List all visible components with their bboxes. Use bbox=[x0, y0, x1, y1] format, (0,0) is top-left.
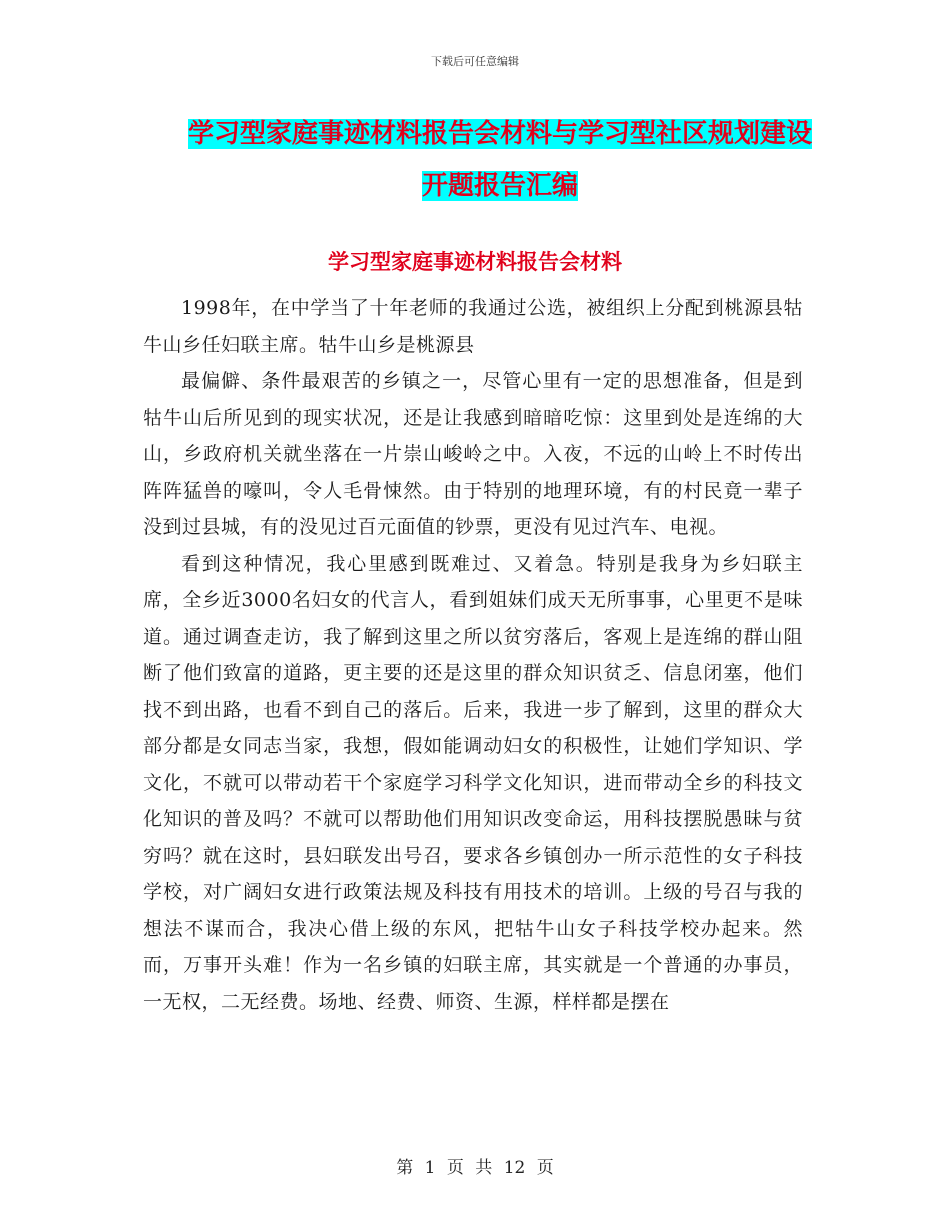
document-title bbox=[180, 108, 820, 212]
paragraph: 看到这种情况，我心里感到既难过、又着急。特别是我身为乡妇联主席，全乡近3000名妇女的代言人，看到姐妹们成天无所事事，心里更不是味道。通过调查走访，我了解到这里之所以贫穷落后，客观上是连绵的群山阻断了他们致富的道路，更主要的还是这里的群众知识贫乏、信息闭塞，他们找不到出路，也看不到自己的落后。后来，我进一步了解到，这里的群众大部分都是女同志当家，我想，假如能调动妇女的积极性，让她们学知识、学文化，不就可以带动若干个家庭学习科学文化知识，进而带动全乡的科技文化知识的普及吗？不就可以帮助他们用知识改变命运，用科技摆脱愚昧与贫穷吗？就在这时，县妇联发出号召，要求各乡镇创办一所示范性的女子科技学校，对广阔妇女进行政策法规及科技有用技术的培训。上级的号召与我的想法不谋而合，我决心借上级的东风，把牯牛山女子科技学校办起来。然而，万事开头难！作为一名乡镇的妇联主席，其实就是一个普通的办事员，一无权，二无经费。场地、经费、师资、生源，样样都是摆在 bbox=[143, 552, 803, 1013]
document-body bbox=[143, 290, 803, 1020]
page-header-note: 下载后可任意编辑 bbox=[431, 55, 519, 68]
paragraph: 最偏僻、条件最艰苦的乡镇之一，尽管心里有一定的思想准备，但是到牯牛山后所见到的现实状况，还是让我感到暗暗吃惊：这里到处是连绵的大山，乡政府机关就坐落在一片崇山峻岭之中。入夜，不远的山岭上不时传出阵阵猛兽的嚎叫，令人毛骨悚然。由于特别的地理环境，有的村民竟一辈子没到过县城，有的没见过百元面值的钞票，更没有见过汽车、电视。 bbox=[143, 370, 803, 538]
page-footer: 第 1 页 共 12 页 bbox=[396, 1158, 554, 1178]
paragraph: 1998年，在中学当了十年老师的我通过公选，被组织上分配到桃源县牯牛山乡任妇联主席。牯牛山乡是桃源县 bbox=[143, 297, 803, 356]
document-title-text: 学习型家庭事迹材料报告会材料与学习型社区规划建设开题报告汇编 bbox=[187, 119, 812, 201]
section-title: 学习型家庭事迹材料报告会材料 bbox=[328, 250, 622, 274]
